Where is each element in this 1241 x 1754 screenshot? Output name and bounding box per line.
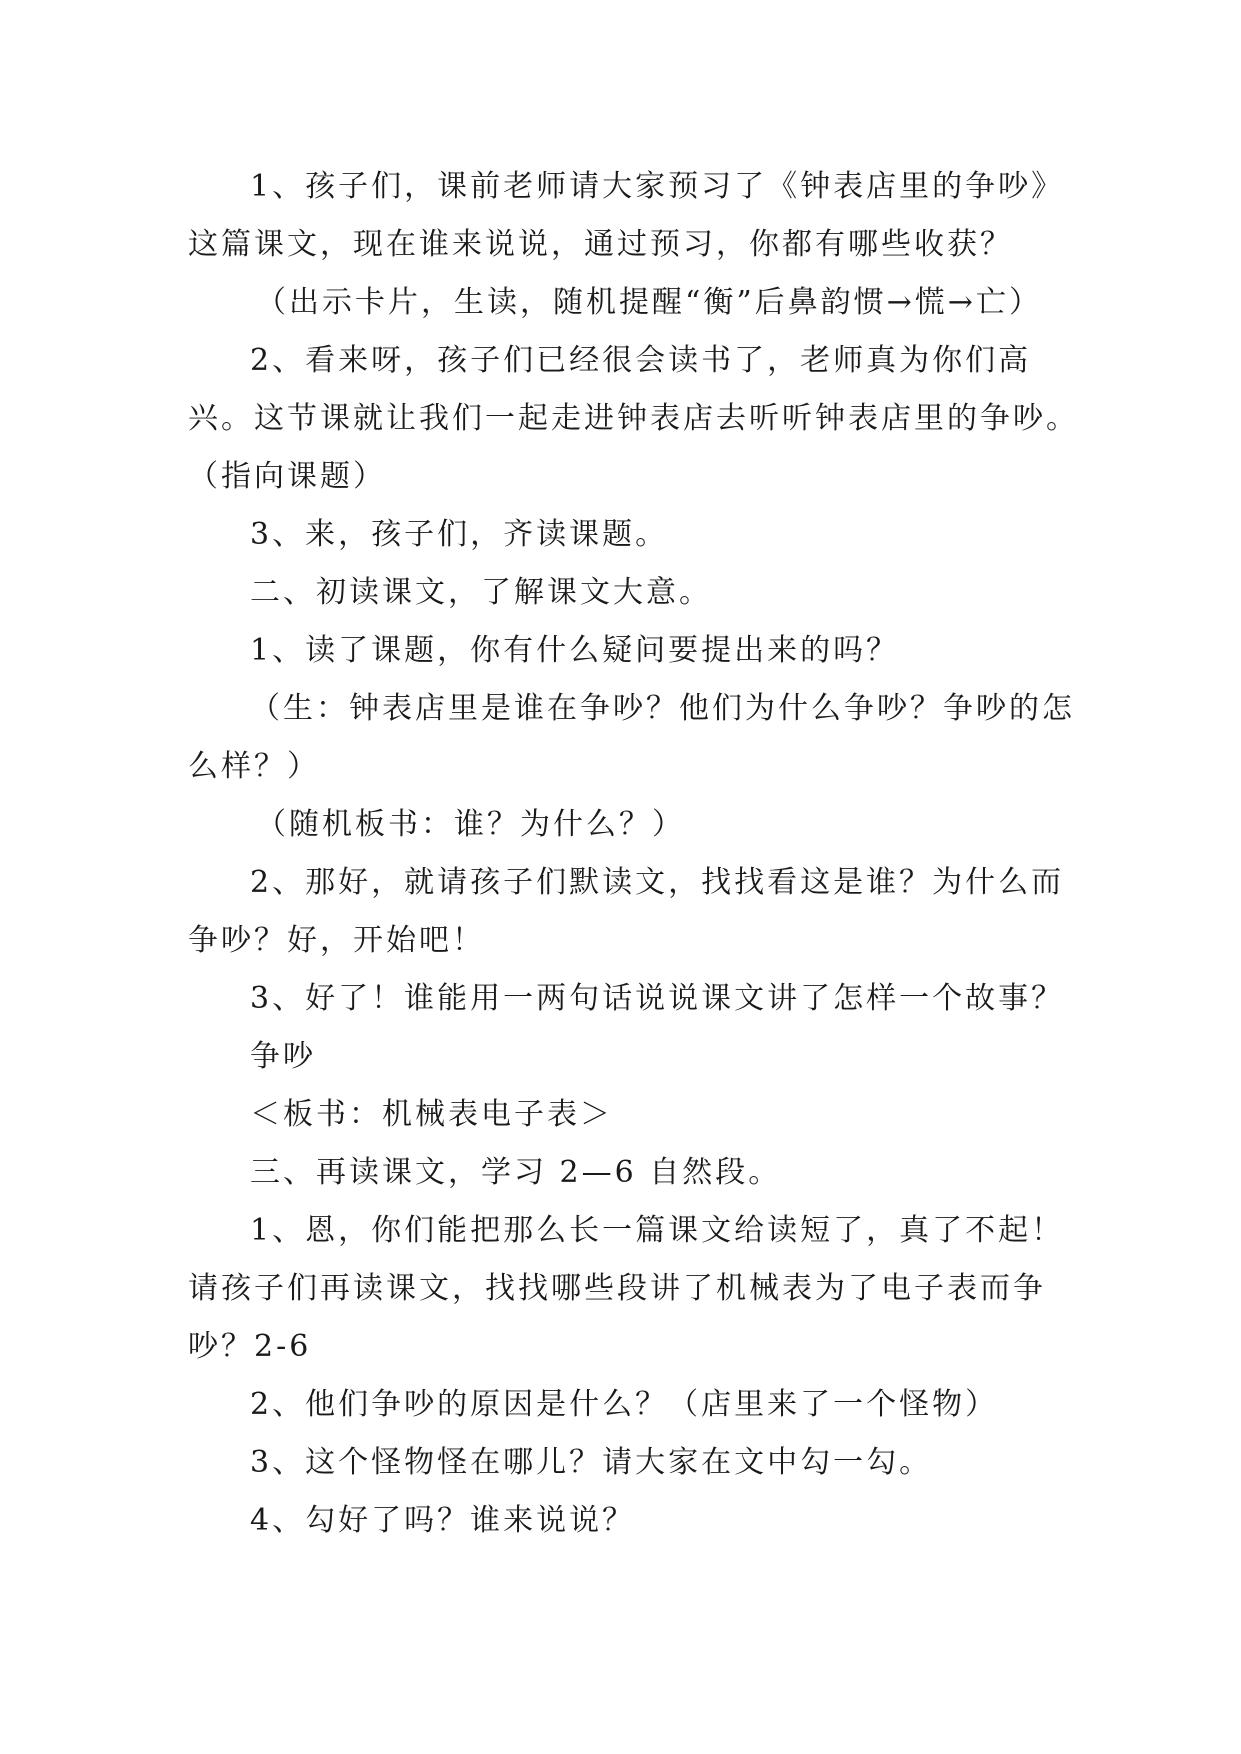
document-body [188,158,1088,1550]
paragraph-1: 1、孩子们，课前老师请大家预习了《钟表店里的争吵》这篇课文，现在谁来说说，通过预习，你都有哪些收获？ [188,169,1065,262]
paragraph-2: （出示卡片，生读，随机提醒“衡”后鼻韵惯→慌→亡） [256,285,1042,320]
paragraph-15: 2、他们争吵的原因是什么？（店里来了一个怪物） [250,1387,999,1422]
paragraph-7: （生：钟表店里是谁在争吵？他们为什么争吵？争吵的怎么样？） [188,691,1075,784]
paragraph-10: 3、好了！谁能用一两句话说说课文讲了怎样一个故事？ [250,981,1065,1016]
blackboard-note: ＜板书：机械表电子表＞ [250,1097,613,1132]
section-heading-3: 三、再读课文，学习 2—6 自然段。 [250,1155,782,1190]
paragraph-14: 1、恩，你们能把那么长一篇课文给读短了，真了不起！请孩子们再读课文，找找哪些段讲了机械表为了电子表而争吵？2-6 [188,1213,1065,1364]
paragraph-6: 1、读了课题，你有什么疑问要提出来的吗？ [250,633,900,668]
section-heading-2: 二、初读课文，了解课文大意。 [250,575,712,610]
paragraph-9: 2、那好，就请孩子们默读文，找找看这是谁？为什么而争吵？好，开始吧！ [188,865,1065,958]
paragraph-11: 争吵 [250,1039,316,1074]
paragraph-16: 3、这个怪物怪在哪儿？请大家在文中勾一勾。 [250,1445,933,1480]
paragraph-4: 3、来，孩子们，齐读课题。 [250,517,669,552]
paragraph-8: （随机板书：谁？为什么？） [256,807,685,842]
paragraph-3: 2、看来呀，孩子们已经很会读书了，老师真为你们高兴。这节课就让我们一起走进钟表店去听听钟表店里的争吵。（指向课题） [188,343,1079,494]
paragraph-17: 4、勾好了吗？谁来说说？ [250,1503,636,1538]
